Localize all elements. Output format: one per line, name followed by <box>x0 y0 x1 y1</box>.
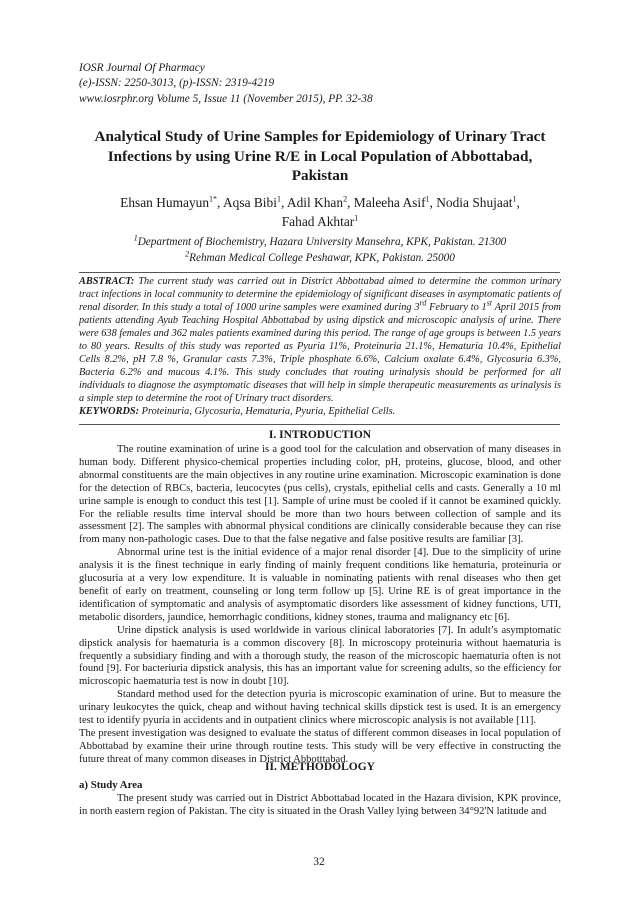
divider-bottom <box>79 424 560 425</box>
paragraph: The present investigation was designed to evaluate the status of different common diseases in local population of Abbottabad by examine their urine through routine tests. This study will be very effective in constructing the future threat of many common diseases in District Abbotttabad. <box>79 727 561 765</box>
affiliations <box>80 235 560 266</box>
introduction-body <box>79 444 561 767</box>
abstract: ABSTRACT: The current study was carried out in District Abbottabad aimed to determine the common urinary tract infections in local community to determine the epidemiology of significant diseases in asymptomatic patients of renal disorder. In this study a total of 1000 urine samples were examined during 3rd February to 1st April 2015 from patients attending Ayub Teaching Hospital Abbottabad by using dipstick and microscopic analysis of urine. There were 638 females and 362 males patients examined during this period. The range of age groups is between 1.5 years to 80 years. Results of this study was reported as Pyuria 11%, Proteinuria 21.1%, Hematuria 10.4%, Epithelial Cells 8.2%, pH 7.8 %, Granular casts 7.3%, Triple phosphate 6.6%, Calcium oxalate 6.4%, Glycosuria 6.3%, Bacteria 6.2% and mucous 4.1%. This study concludes that routing urinalysis should be performed for all individuals to diagnose the asymptomatic diseases that will help in simple therapeutic measurements as urinalysis is a simple step to determine the root of Urinary tract disorders. KEYWORDS: Proteinuria, Glycosuria, Hematuria, Pyuria, Epithelial Cells. <box>79 276 561 417</box>
author: Aqsa Bibi$^1$, <box>223 194 287 210</box>
paragraph: The routine examination of urine is a good tool for the calculation and observation of many diseases in human body. Different physico-chemical properties including color, pH, proteins, glucose, blood, and other abnormal constituents are the main objectives in any routine urine examination. Microscopic examination is done for the detection of RBCs, bacteria, leucocytes (pus cells), crystals, epithelial cells and casts. Generally a 10 ml urine sample is enough to conduct this test [1]. Sample of urine must be cooled if it cannot be examined quickly. For the reliable results time interval should be more than two hours between collection of sample and its assessment [2]. The samples with abnormal physical conditions are clinically considerable because they can rise from many non-pathologic cases. Due to that the false negative and false positive results are familiar [3]. <box>79 444 561 546</box>
divider-top <box>79 272 560 273</box>
affiliation: $^1$Department of Biochemistry, Hazara University Mansehra, KPK, Pakistan. 21300 <box>133 233 507 248</box>
author: Maleeha Asif$^1$, <box>353 194 437 210</box>
paragraph: The present study was carried out in District Abbottabad located in the Hazara division, KPK province, in north eastern region of Pakistan. The city is situated in the Orash Valley lying between 34°92'N latitude and <box>79 793 561 817</box>
journal-name: IOSR Journal Of Pharmacy <box>79 62 205 74</box>
abstract-label: ABSTRACT: <box>79 276 135 287</box>
keywords: Proteinuria, Glycosuria, Hematuria, Pyuria, Epithelial Cells. <box>139 405 396 417</box>
paragraph: Standard method used for the detection pyuria is microscopic examination of urine. But to measure the urinary leukocytes the quick, cheap and without having technical skills dipstick test is used. It is an emergency test to identify pyuria in accidents and in outpatient clinics where microscopic analysis is not available [11]. <box>79 689 561 727</box>
keywords-label: KEYWORDS: <box>79 405 140 417</box>
paper-title: Analytical Study of Urine Samples for Epidemiology of Urinary Tract Infections by using Urine R/E in Local Population of Abbottabad, Pakistan <box>94 128 546 185</box>
section-heading-introduction: I. INTRODUCTION <box>268 429 372 441</box>
journal-issn: (e)-ISSN: 2250-3013, (p)-ISSN: 2319-4219 <box>79 77 275 90</box>
page-number: 32 <box>313 856 325 868</box>
affiliation: $^2$Rehman Medical College Peshawar, KPK, Pakistan. 25000 <box>185 248 455 264</box>
paragraph: Abnormal urine test is the initial evidence of a major renal disorder [4]. Due to the simplicity of urine analysis it is the finest technique in early finding of mainly frequent conditions like hematuria, proteinuria or glucosuria at a very low expenditure. It is valuable in nominating patients with renal diseases who then get benefit of early on treatment, counseling or long term follow up [5]. Urine RE is of great importance in the identification of symptomatic and analysis of asymptomatic disorders like assessment of kidney functions, UTI, metabolic disorders, jaundice, hemorrhagic conditions, kidney stones, trauma and malignancy etc [6]. <box>79 547 561 623</box>
author: Ehsan Humayun$^{1*}$, <box>120 194 223 210</box>
author: Adil Khan$^2$, <box>286 194 354 210</box>
author: Nodia Shujaat$^1$, <box>436 194 520 210</box>
author: Fahad Akhtar$^1$ <box>281 213 359 229</box>
subsection-heading: a) Study Area <box>79 779 143 791</box>
journal-header <box>79 61 559 107</box>
journal-issue: www.iosrphr.org Volume 5, Issue 11 (November 2015), PP. 32-38 <box>79 92 373 105</box>
author-list <box>80 193 560 231</box>
section-heading-methodology: II. METHODOLOGY <box>265 761 375 773</box>
paragraph: Urine dipstick analysis is used worldwide in various clinical laboratories [7]. In adult’s asymptomatic dipstick analysis for haematuria is a common discovery [8]. In microscopy proteinuria without haematuria is frequently a subsidiary finding and with a thorough study, the reason of the microscopic haematuria often is not found [9]. For bacteriuria dipstick analysis, this has an important value for screening adults, so the efficiency for microscopic haematuria test is now in doubt [10]. <box>79 624 561 688</box>
methodology-body <box>79 793 561 819</box>
